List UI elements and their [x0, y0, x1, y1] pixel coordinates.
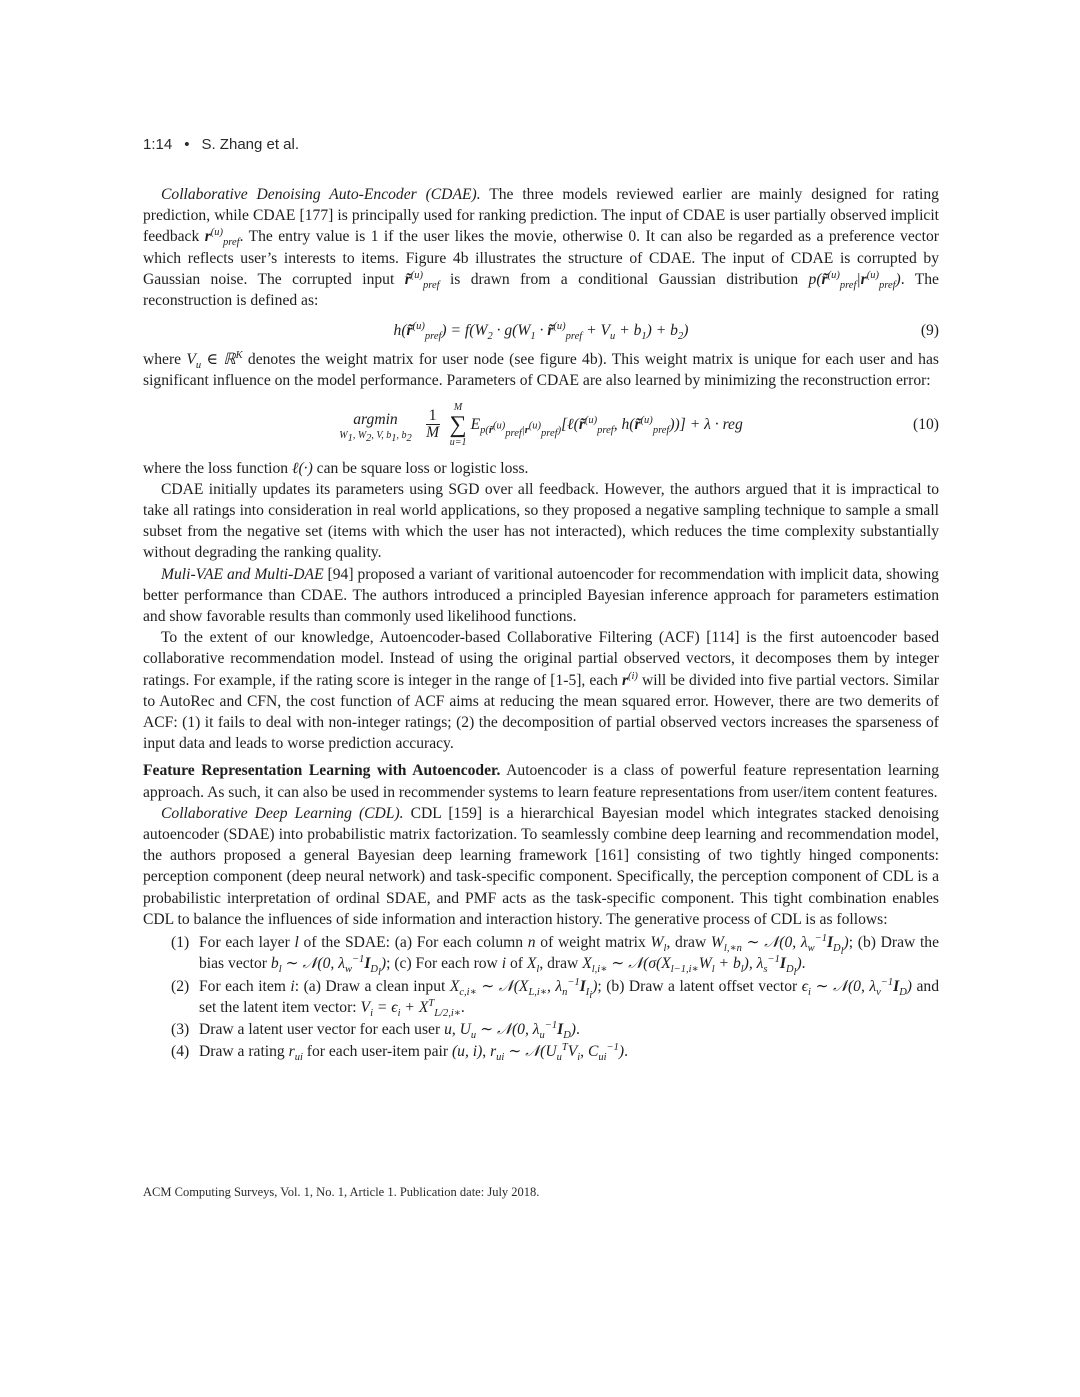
equation-9-body: h(r̃$^{(u)}_{pref}$) = $f(W_2 \cdot g(W_1$ · r̃$^{(u)}_{pref}$ + $V_u + b_1) + b_2$) [393, 320, 689, 342]
frl-paragraph [143, 760, 939, 802]
page-footer: ACM Computing Surveys, Vol. 1, No. 1, Article 1. Publication date: July 2018. [143, 1185, 540, 1199]
cdae-text-4: . The reconstruction is defined as: [143, 270, 939, 310]
acf-paragraph [143, 627, 939, 754]
multvae-text: [94] proposed a variant of varitional autoencoder for recommendation with implicit data, showing better performance than CDAE. The authors introduced a principled Bayesian inference approach for parameters estimation and show favorable results than commonly used likelihood functions. [143, 565, 939, 626]
page-ref: 1:14 [143, 136, 173, 153]
step-text: and set the latent item vector: [199, 977, 939, 1016]
list-item: (4) Draw a rating $r_{ui}$ for each user-item pair (u, i), $r_{ui}$ ∼ $𝒩(U_u^TV_i$, $C_{ui}^{-1}$). [171, 1041, 628, 1064]
cdae-loss-text-2: can be square loss or logistic loss. [316, 459, 529, 477]
step-text: For each item [199, 977, 286, 995]
list-number: (3) [171, 1020, 190, 1038]
equation-10-number: (10) [913, 416, 939, 434]
header-authors: S. Zhang et al. [201, 136, 300, 153]
step-text: Draw a latent user vector for each user [199, 1020, 441, 1038]
cdl-text: CDL [159] is a hierarchical Bayesian model which integrates stacked denoising autoencoder (SDAE) into probabilistic matrix factorization. To seamlessly combine deep learning and recommendation model, the authors proposed a general Bayesian deep learning framework [161] consisting of two tightly hinged components: perception component (deep neural network) and task-specific component. Specifically, the perception component of CDL is a probabilistic interpretation of ordinal SDAE, and PMF acts as the task-specific component. This tight combination enables CDL to balance the influences of side information and interaction history. The generative process of CDL is as follows: [143, 804, 939, 928]
math-r-tilde-pref: r̃$^{(u)}_{pref}$ [404, 269, 440, 291]
equation-9-number: (9) [920, 321, 939, 339]
step-text: ; (b) Draw a latent offset vector [597, 977, 798, 995]
generative-process-list [143, 932, 939, 1062]
equation-10 [143, 396, 939, 454]
equation-10-body: $E_{p(r̃^{(u)}_{pref}|r^{(u)}_{pref})}[\ell(r̃^{(u)}_{pref}$, h(r̃$^{(u)}_{pref}$))] + λ · reg [470, 414, 743, 440]
header-separator: • [184, 136, 190, 153]
math-vu: $V_u$ ∈ ℝ$^K$ [186, 350, 243, 372]
cdae-paragraph-2 [143, 349, 939, 391]
step-text: for each user-item pair [306, 1043, 449, 1061]
cdl-paragraph [143, 803, 939, 930]
cdae-loss-text-1: where the loss function [143, 459, 289, 477]
list-number: (2) [171, 977, 190, 995]
list-item: (3) Draw a latent user vector for each user u, $U_u$ ∼ 𝒩(0, $\lambda_u^{-1}I_D$). [171, 1019, 580, 1042]
step-text: of [509, 955, 523, 973]
frl-heading: Feature Representation Learning with Autoencoder. [143, 762, 501, 780]
acf-text-1: To the extent of our knowledge, Autoencoder-based Collaborative Filtering (ACF) [114] is the first autoencoder based collaborative recommendation model. Instead of using the original partial observed vectors, it decomposes them by integer ratings. For example, if the rating score is integer in the range of [1-5], each [143, 629, 939, 689]
math-conditional: $p(r̃^{(u)}_{pref}|r^{(u)}_{pref})$ [808, 269, 901, 291]
cdae-heading: Collaborative Denoising Auto-Encoder (CDAE). [161, 186, 481, 203]
list-number: (4) [171, 1043, 190, 1061]
summation: M ∑ u=1 [449, 401, 467, 448]
list-item: (1) For each layer l of the SDAE: (a) For each column n of weight matrix $W_l$, draw $W_{l,∗n}$ ∼ 𝒩(0, $\lambda_w^{-1}I_{D_l}$); (b) Draw the bias vector $b_l$ ∼ 𝒩(0, $\lambda_w^{-1}I_{D_l}$); (c) For each row i of $X_l$, draw $X_{l,i∗}$ ∼ $𝒩(\sigma(X_{l-1,i∗}W_l + b_l)$, $\lambda_s^{-1}I_{D_l}$). [171, 932, 940, 979]
frl-text: Autoencoder is a class of powerful feature representation learning approach. As such, it can also be used in recommender systems to learn feature representations from user/item content features. [143, 762, 939, 801]
step-text: of weight matrix [540, 934, 646, 952]
cdae-paragraph [143, 184, 939, 311]
list-number: (1) [171, 934, 190, 952]
math-loss: ℓ(·) [291, 459, 313, 477]
math-r-i: $r^{(i)}$ [621, 670, 638, 689]
fraction-1-over-m: $\frac{1}{M}$ [426, 407, 440, 442]
argmin: argmin $W_1$, $W_2$, V, $b_1$, $b_2$ [339, 410, 412, 444]
cdl-heading: Collaborative Deep Learning (CDL). [161, 804, 404, 822]
cdae-text-5: denotes the weight matrix for user node (see figure 4b). This weight matrix is unique for each user and has significant influence on the model performance. Parameters of CDAE are also learned by minimizing the reconstruction error: [143, 351, 939, 390]
cdae-where-text: where [143, 351, 182, 369]
step-text: : (a) Draw a clean input [294, 977, 446, 995]
step-text: , draw [539, 955, 579, 973]
multvae-heading: Muli-VAE and Multi-DAE [161, 565, 324, 583]
cdae-text-1: The three models reviewed earlier are mainly designed for rating prediction, while CDAE [177] is principally used for ranking prediction. The input of CDAE is user partially observed implicit feedback [143, 186, 939, 246]
page-body [143, 184, 939, 1063]
step-text: , draw [666, 934, 707, 952]
multvae-paragraph [143, 564, 939, 628]
cdae-paragraph-4: CDAE initially updates its parameters using SGD over all feedback. However, the authors argued that it is impractical to take all ratings into consideration in real world applications, so they proposed a negative sampling technique to sample a small subset from the negative set (items with which the user has not interacted), which reduces the time complexity substantially without degrading the ranking quality. [143, 480, 939, 562]
list-item: (2) For each item i: (a) Draw a clean input $X_{c,i∗}$ ∼ $𝒩(X_{L,i∗}$, $\lambda_n^{-1}I_{I_i}$); (b) Draw a latent offset vector $\epsilon_i$ ∼ 𝒩(0, $\lambda_v^{-1}I_D$) and set the latent item vector: $V_i = \epsilon_i + X^T_{L/2,i∗}$. [171, 976, 939, 1019]
acf-text-2: will be divided into five partial vectors. Similar to AutoRec and CFN, the cost function of ACF aims at reducing the mean squared error. However, there are two demerits of ACF: (1) it fails to deal with non-integer ratings; (2) the decomposition of partial observed vectors increases the sparseness of input data and leads to worse prediction accuracy. [143, 671, 939, 753]
math-r-pref: $r^{(u)}_{pref}$ [204, 227, 240, 249]
step-text: Draw a rating [199, 1043, 285, 1061]
cdae-text-2: . The entry value is 1 if the user likes the movie, otherwise 0. It can also be regarded as a preference vector which reflects user’s interests to items. Figure 4b illustrates the structure of CDAE. The input of CDAE is corrupted by Gaussian noise. The corrupted input [143, 228, 939, 288]
cdae-paragraph-3 [143, 458, 939, 479]
step-text: For each layer [199, 934, 290, 952]
cdae-text-3: is drawn from a conditional Gaussian distribution [449, 270, 799, 288]
running-header [143, 136, 299, 153]
equation-9 [143, 315, 939, 345]
step-text: ; (b) Draw the bias vector [199, 934, 940, 973]
step-text: of the SDAE: (a) For each column [303, 934, 524, 952]
